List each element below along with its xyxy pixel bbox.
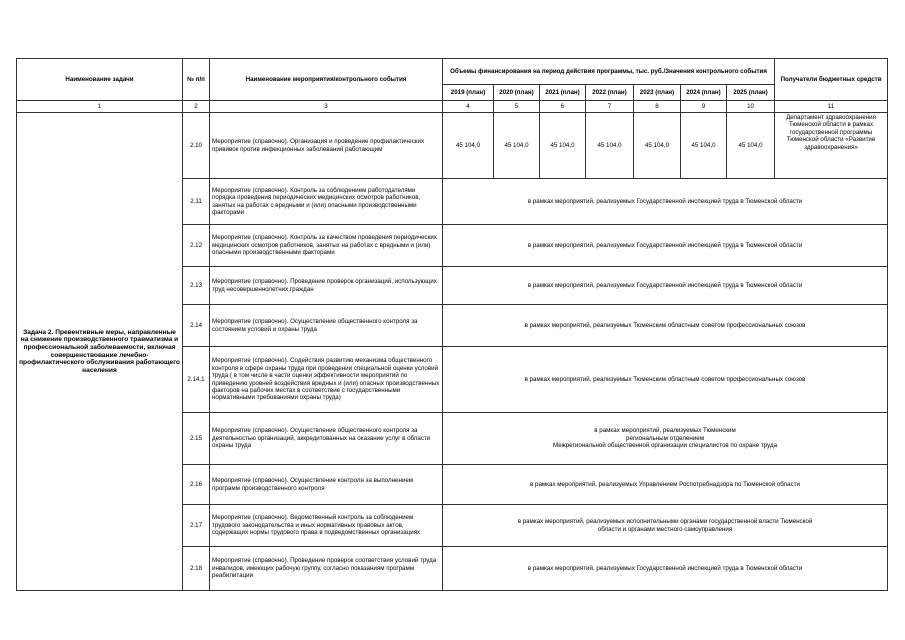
header-year: 2025 (план) xyxy=(727,85,775,101)
implementation-note: в рамках мероприятий, реализуемых Государственной инспекцией труда в Тюменской области xyxy=(443,225,888,267)
implementation-note-line: Межрегиональной общественной организации специалистов по охране труда xyxy=(552,442,778,450)
header-year: 2023 (план) xyxy=(634,85,681,101)
column-number: 5 xyxy=(494,101,540,113)
activity-cell: Мероприятие (справочно). Организация и проведение профилактических прививок против инфекционных заболеваний работающим xyxy=(210,113,443,179)
implementation-note-line: в рамках мероприятий, реализуемых Тюменским xyxy=(594,427,736,435)
header-activity-name: Наименование мероприятия/контрольного события xyxy=(210,59,443,101)
row-index: 2.10 xyxy=(183,113,210,179)
implementation-note: в рамках мероприятий, реализуемых Тюменским областным советом профессиональных союзов xyxy=(443,305,888,347)
value-cell: 45 104,0 xyxy=(634,113,681,179)
row-index: 2.15 xyxy=(183,413,210,465)
implementation-note-line: региональным отделением xyxy=(626,434,704,442)
implementation-note xyxy=(443,505,888,547)
implementation-note-line: в рамках мероприятий, реализуемых исполнительными органами государственной власти Тюменской xyxy=(517,518,813,526)
task-cell: Задача 2. Превентивные меры, направленные на снижение производственного травматизма и профессиональной заболеваемости, включая совершенствование лечебно-профилактического обслуживания работающего населения xyxy=(17,113,183,591)
header-task-name: Наименование задачи xyxy=(17,59,183,101)
column-number: 10 xyxy=(727,101,775,113)
row-index: 2.11 xyxy=(183,179,210,225)
implementation-note: в рамках мероприятий, реализуемых Государственной инспекцией труда в Тюменской области xyxy=(443,179,888,225)
activity-cell: Мероприятие (справочно). Контроль за соблюдением работодателями порядка проведения периодических медицинских осмотров работников, занятых на работах с вредными и (или) опасными производственными факторами xyxy=(210,179,443,225)
implementation-note: в рамках мероприятий, реализуемых Тюменским областным советом профессиональных союзов xyxy=(443,347,888,413)
column-number: 9 xyxy=(681,101,727,113)
header-year: 2020 (план) xyxy=(494,85,540,101)
header-year: 2024 (план) xyxy=(681,85,727,101)
implementation-note: в рамках мероприятий, реализуемых Государственной инспекцией труда в Тюменской области xyxy=(443,547,888,591)
row-index: 2.13 xyxy=(183,267,210,305)
value-cell: 45 104,0 xyxy=(494,113,540,179)
activity-cell: Мероприятие (справочно). Осуществление общественного контроля за деятельностью организаций, аккредитованных на оказание услуг в области охраны труда xyxy=(210,413,443,465)
implementation-note-line: области и органами местного самоуправления xyxy=(597,525,733,533)
activity-cell: Мероприятие (справочно). Проведение проверок соответствия условий труда инвалидов, имеющих рабочую группу, согласно показаниям программ реабилитации xyxy=(210,547,443,591)
activity-cell: Мероприятие (справочно). Ведомственный контроль за соблюдением трудового законодательства и иных нормативных правовых актов, содержащих нормы трудового права в подведомственных организациях xyxy=(210,505,443,547)
activity-cell: Мероприятие (справочно). Осуществление общественного контроля за состоянием условий и охраны труда xyxy=(210,305,443,347)
row-index: 2.17 xyxy=(183,505,210,547)
column-number: 8 xyxy=(634,101,681,113)
column-number: 6 xyxy=(540,101,586,113)
row-index: 2.18 xyxy=(183,547,210,591)
column-number: 4 xyxy=(443,101,494,113)
column-number: 1 xyxy=(17,101,183,113)
row-index: 2.14 xyxy=(183,305,210,347)
activity-cell: Мероприятие (справочно). Содействия развитию механизма общественного контроля в сфере охраны труда при проведении специальной оценки условий труда ( в том числе в части оценки эффективности мероприятий по приведению уровней воздействия вредных и (или) опасных производственных факторов на рабочих местах в соответствие с государственными нормативными требованиями охраны труда) xyxy=(210,347,443,413)
activity-cell: Мероприятие (справочно). Контроль за качеством проведения периодических медицинских осмотров работников, занятых на работах с вредными и (или) опасными производственными факторами xyxy=(210,225,443,267)
header-recipients: Получатели бюджетных средств xyxy=(775,59,888,101)
value-cell: 45 104,0 xyxy=(443,113,494,179)
table-row xyxy=(17,113,888,179)
program-table-sheet xyxy=(16,58,887,591)
recipient-cell: Департамент здравоохранения Тюменской области в рамках государственной программы Тюменской области «Развитие здравоохранения» xyxy=(775,113,888,179)
row-index: 2.16 xyxy=(183,465,210,505)
implementation-note: в рамках мероприятий, реализуемых Государственной инспекцией труда в Тюменской области xyxy=(443,267,888,305)
column-number: 7 xyxy=(586,101,634,113)
value-cell: 45 104,0 xyxy=(540,113,586,179)
header-funding: Объемы финансирования на период действия программы, тыс. руб./Значения контрольного события xyxy=(443,59,775,85)
row-index: 2.12 xyxy=(183,225,210,267)
header-number: № п/п xyxy=(183,59,210,101)
implementation-note: в рамках мероприятий, реализуемых Управлением Роспотребнадзора по Тюменской области xyxy=(443,465,888,505)
value-cell: 45 104,0 xyxy=(681,113,727,179)
header-year: 2021 (план) xyxy=(540,85,586,101)
value-cell: 45 104,0 xyxy=(586,113,634,179)
header-year: 2019 (план) xyxy=(443,85,494,101)
column-number: 3 xyxy=(210,101,443,113)
column-number: 11 xyxy=(775,101,888,113)
row-index: 2.14.1 xyxy=(183,347,210,413)
implementation-note xyxy=(443,413,888,465)
activity-cell: Мероприятие (справочно). Осуществление контроля за выполнением программ производственного контроля xyxy=(210,465,443,505)
column-number: 2 xyxy=(183,101,210,113)
activity-cell: Мероприятие (справочно). Проведение проверок организаций, использующих труд несовершеннолетних граждан xyxy=(210,267,443,305)
program-table xyxy=(16,58,888,591)
header-year: 2022 (план) xyxy=(586,85,634,101)
value-cell: 45 104,0 xyxy=(727,113,775,179)
